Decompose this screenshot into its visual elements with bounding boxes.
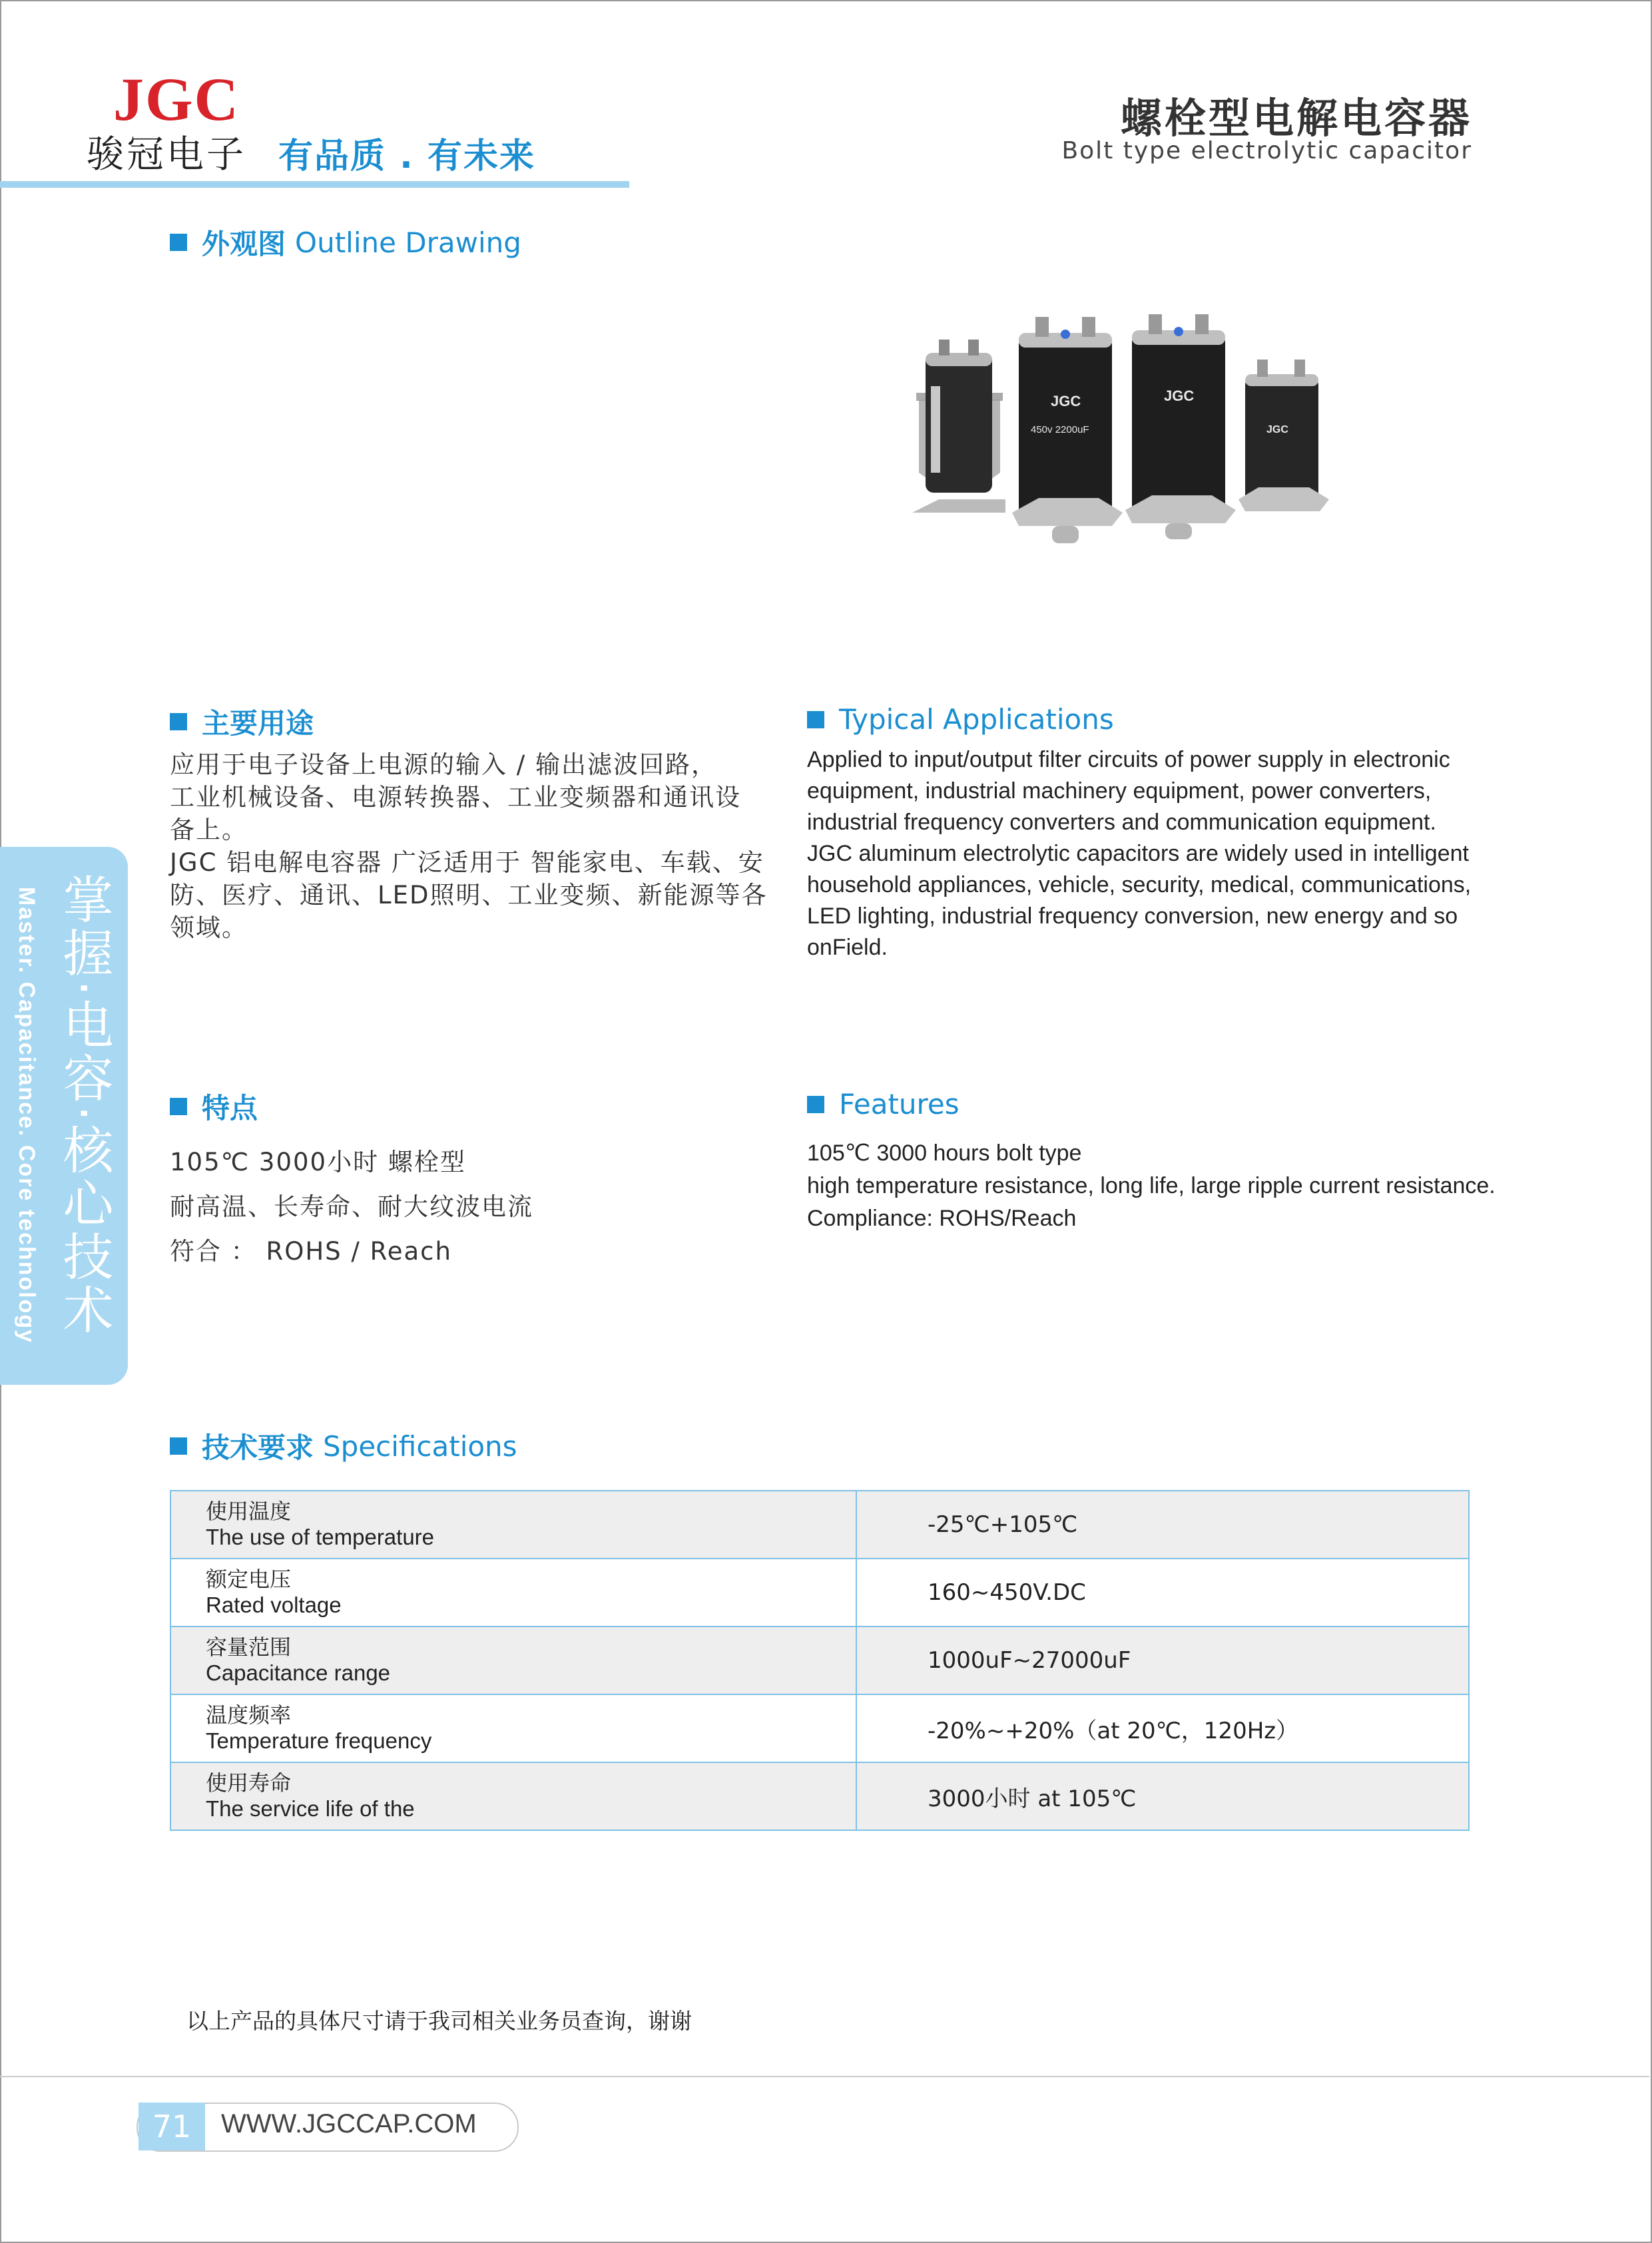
features-en-line: 105℃ 3000 hours bolt type: [807, 1140, 1082, 1166]
spec-label: [170, 1491, 856, 1559]
spec-label-cn: 温度频率: [206, 1702, 292, 1728]
features-en-line: Compliance: ROHS/Reach: [807, 1206, 1077, 1231]
applications-en-line: industrial frequency converters and communication equipment.: [807, 810, 1436, 835]
spec-label-en: The use of temperature: [206, 1525, 435, 1549]
table-row: [170, 1559, 1469, 1626]
spec-label-en: Rated voltage: [206, 1593, 342, 1617]
features-en-text: [807, 1137, 1506, 1235]
features-cn-text: [170, 1140, 533, 1274]
company-logo: JGC: [113, 65, 240, 133]
applications-en-line: Applied to input/output filter circuits of power supply in electronic: [807, 747, 1450, 772]
applications-heading-cn: [170, 702, 323, 742]
spec-label-cn: 额定电压: [206, 1567, 292, 1592]
table-row: [170, 1491, 1469, 1559]
spec-value: 160~450V.DC: [856, 1559, 1469, 1626]
page-number: 71: [138, 2103, 205, 2150]
capacitor-product-image: [912, 313, 1338, 559]
applications-en-line: onField.: [807, 935, 888, 960]
specs-title-en: Specifications: [323, 1429, 517, 1463]
bullet-square-icon: [807, 711, 824, 728]
features-cn-line: 105℃ 3000小时 螺栓型: [170, 1148, 466, 1176]
company-name: 骏冠电子: [87, 133, 246, 176]
bullet-square-icon: [170, 234, 187, 251]
features-en-line: high temperature resistance, long life, large ripple current resistance.: [807, 1173, 1496, 1198]
svg-text:JGC: JGC: [1266, 424, 1288, 435]
outline-heading-en: Outline Drawing: [295, 226, 521, 259]
applications-en-line: JGC aluminum electrolytic capacitors are widely used in intelligent: [807, 841, 1469, 866]
applications-en-line: equipment, industrial machinery equipment, power converters,: [807, 778, 1432, 804]
capacitor-large-2: [1125, 314, 1236, 539]
spec-label-en: The service life of the: [206, 1796, 415, 1821]
header-divider: [0, 181, 629, 188]
bullet-square-icon: [807, 1096, 824, 1113]
capacitor-small-right: [1239, 360, 1329, 511]
spec-value: -25℃+105℃: [856, 1491, 1469, 1559]
spec-label-cn: 使用寿命: [206, 1770, 292, 1796]
spec-value: -20%~+20%（at 20℃，120Hz）: [856, 1694, 1469, 1762]
spec-label: [170, 1559, 856, 1626]
side-tab: [0, 847, 128, 1385]
spec-label: [170, 1626, 856, 1694]
applications-cn-line: 应用于电子设备上电源的输入 / 输出滤波回路，: [170, 750, 717, 779]
footer-divider: [0, 2076, 1649, 2077]
spec-table: [170, 1490, 1470, 1831]
spec-label-en: Temperature frequency: [206, 1728, 432, 1753]
features-cn-line: 符合 ： ROHS / Reach: [170, 1237, 452, 1266]
applications-cn-line: 领域。: [170, 913, 248, 942]
svg-text:JGC: JGC: [1164, 387, 1195, 404]
page-title-en: Bolt type electrolytic capacitor: [1061, 137, 1472, 164]
applications-title-en: Typical Applications: [839, 703, 1114, 736]
page-title-cn: 螺栓型电解电容器: [1120, 94, 1472, 142]
capacitor-brand-label: JGC: [1051, 393, 1081, 409]
website-link[interactable]: WWW.JGCCAP.COM: [221, 2109, 477, 2138]
spec-value: 1000uF~27000uF: [856, 1626, 1469, 1694]
applications-en-line: household appliances, vehicle, security, medical, communications,: [807, 872, 1472, 897]
footnote: 以上产品的具体尺寸请于我司相关业务员查询，谢谢: [186, 2008, 692, 2034]
applications-title-cn: 主要用途: [202, 707, 314, 740]
bullet-square-icon: [170, 713, 187, 730]
features-cn-line: 耐高温、长寿命、耐大纹波电流: [170, 1192, 533, 1221]
applications-cn-text: [170, 748, 796, 944]
features-title-cn: 特点: [202, 1092, 258, 1124]
features-heading-en: [807, 1088, 960, 1121]
spec-label: [170, 1694, 856, 1762]
capacitor-large-1: [1012, 317, 1123, 543]
spec-label-cn: 使用温度: [206, 1499, 292, 1524]
side-tab-en: Master. Capacitance. Core technology: [14, 887, 39, 1344]
spec-label: [170, 1762, 856, 1830]
applications-cn-line: JGC 铝电解电容器 广泛适用于 智能家电、车载、安: [170, 848, 764, 877]
features-heading-cn: [170, 1087, 267, 1126]
applications-cn-line: 防、医疗、通讯、LED照明、工业变频、新能源等各: [170, 881, 768, 909]
applications-cn-line: 工业机械设备、电源转换器、工业变频器和通讯设: [170, 783, 741, 812]
applications-heading-en: [807, 703, 1114, 736]
capacitor-small-left: [912, 340, 1005, 513]
applications-cn-line: 备上。: [170, 816, 248, 844]
specs-title-cn: 技术要求: [202, 1431, 314, 1464]
features-title-en: Features: [839, 1088, 960, 1121]
table-row: [170, 1762, 1469, 1830]
outline-heading-cn: 外观图: [202, 228, 286, 260]
spec-label-en: Capacitance range: [206, 1660, 391, 1685]
spec-value: 3000小时 at 105℃: [856, 1762, 1469, 1830]
applications-en-line: LED lighting, industrial frequency conversion, new energy and so: [807, 903, 1458, 929]
outline-heading: [170, 222, 521, 262]
table-row: [170, 1694, 1469, 1762]
table-row: [170, 1626, 1469, 1694]
capacitor-spec-label: 450v 2200uF: [1031, 424, 1089, 435]
specs-heading: [170, 1426, 517, 1466]
side-tab-cn: 掌握·电容·核心技术: [55, 873, 114, 1338]
applications-en-text: [807, 744, 1506, 963]
company-slogan: 有品质 . 有未来: [278, 136, 535, 176]
spec-label-cn: 容量范围: [206, 1634, 292, 1660]
bullet-square-icon: [170, 1098, 187, 1115]
bullet-square-icon: [170, 1437, 187, 1455]
